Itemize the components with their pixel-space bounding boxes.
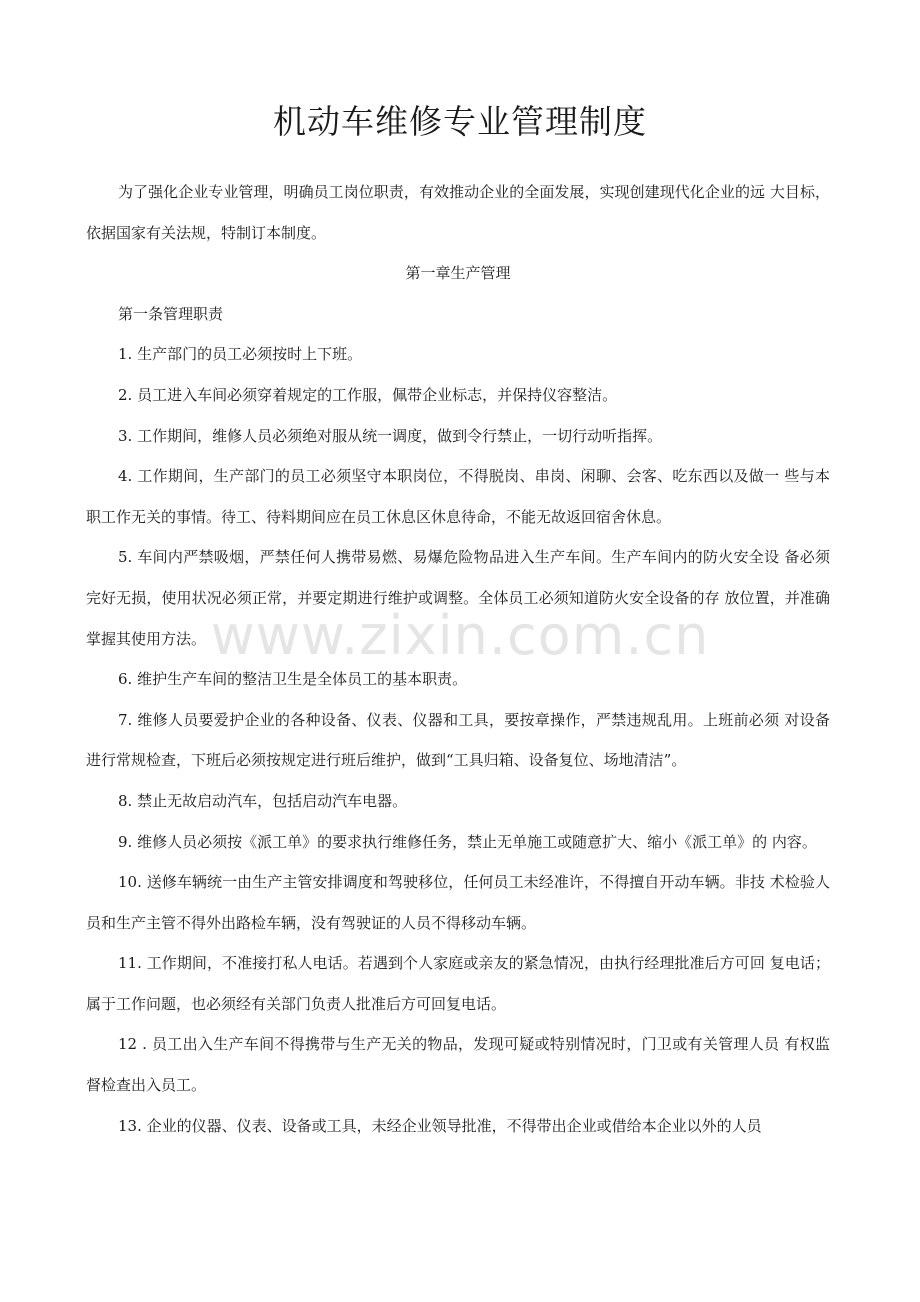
list-item: 4. 工作期间，生产部门的员工必须坚守本职岗位，不得脱岗、串岗、闲聊、会客、吃东西以及做一 些与本职工作无关的事情。待工、待料期间应在员工休息区休息待命，不能无故返回宿舍休息。 (86, 467, 830, 526)
list-item: 8. 禁止无故启动汽车，包括启动汽车电器。 (118, 791, 408, 810)
list-item: 13. 企业的仪器、仪表、设备或工具，未经企业领导批准，不得带出企业或借给本企业以外的人员 (118, 1116, 762, 1135)
intro-paragraph: 为了强化企业专业管理，明确员工岗位职责，有效推动企业的全面发展，实现创建现代化企业的远 大目标，依据国家有关法规，特制订本制度。 (86, 183, 830, 242)
list-item: 5. 车间内严禁吸烟，严禁任何人携带易燃、易爆危险物品进入生产车间。生产车间内的防火安全设 备必须完好无损，使用状况必须正常，并要定期进行维护或调整。全体员工必须知道防火安全设备的存 放位置，并准确掌握其使用方法。 (86, 548, 830, 648)
list-item: 12 . 员工出入生产车间不得携带与生产无关的物品，发现可疑或特别情况时，门卫或有关管理人员 有权监督检查出入员工。 (86, 1035, 830, 1095)
watermark: www.zixin.com.cn (210, 604, 710, 667)
list-item: 11. 工作期间，不准接打私人电话。若遇到个人家庭或亲友的紧急情况，由执行经理批准后方可回 复电话；属于工作问题，也必须经有关部门负责人批准后方可回复电话。 (86, 954, 830, 1013)
chapter-heading: 第一章生产管理 (405, 264, 511, 283)
list-item: 9. 维修人员必须按《派工单》的要求执行维修任务，禁止无单施工或随意扩大、缩小《派工单》的 内容。 (118, 832, 817, 851)
document-title: 机动车维修专业管理制度 (273, 102, 647, 141)
list-item: 2. 员工进入车间必须穿着规定的工作服，佩带企业标志，并保持仪容整洁。 (118, 385, 618, 404)
list-item: 1. 生产部门的员工必须按时上下班。 (118, 345, 363, 364)
list-item: 6. 维护生产车间的整洁卫生是全体员工的基本职责。 (118, 670, 468, 689)
list-item: 3. 工作期间，维修人员必须绝对服从统一调度，做到令行禁止，一切行动听指挥。 (118, 426, 663, 445)
list-item: 10. 送修车辆统一由生产主管安排调度和驾驶移位，任何员工未经准许，不得擅自开动车辆。非技 术检验人员和生产主管不得外出路检车辆，没有驾驶证的人员不得移动车辆。 (86, 873, 830, 932)
list-item: 7. 维修人员要爱护企业的各种设备、仪表、仪器和工具，要按章操作，严禁违规乱用。上班前必须 对设备进行常规检查，下班后必须按规定进行班后维护，做到“工具归箱、设备复位、场地清洁”。 (86, 710, 830, 770)
article-heading: 第一条管理职责 (118, 304, 224, 323)
document-body (86, 172, 830, 1146)
